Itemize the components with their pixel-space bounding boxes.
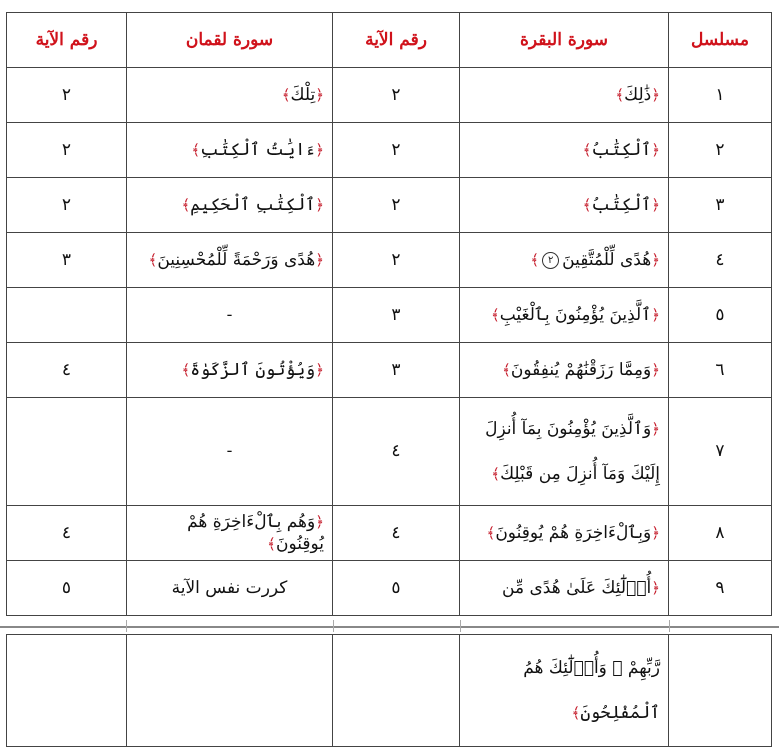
luqman-text [127,178,333,233]
serial-number: ٣ [669,178,772,233]
luqman-ayah-number: ٤ [7,506,127,561]
luqman-ayah-number: ٣ [7,233,127,288]
quran-text: هُدًى وَرَحْمَةً لِّلْمُحْسِنِينَ [157,249,316,270]
bracket-open: ﴿ [651,420,660,439]
baqarah-line-1 [468,407,660,451]
luqman-text [127,506,333,561]
bracket-close: ﴾ [502,360,511,379]
baqarah-text [460,123,669,178]
header-row [7,13,772,68]
luqman-text [127,123,333,178]
quran-text: وَبِٱلْءَاخِرَةِ هُمْ يُوقِنُونَ [495,522,652,543]
luqman-text: - [127,398,333,506]
quran-text: ٱلْكِتَٰبُ [591,194,652,215]
baqarah-ayah-number: ٥ [333,561,460,616]
bracket-close: ﴾ [181,360,191,379]
serial-number: ٢ [669,123,772,178]
quran-text: ءَايَٰتُ ٱلْكِتَٰبِ [200,139,316,160]
bracket-open: ﴿ [315,195,324,214]
quran-text: وَٱلَّذِينَ يُؤْمِنُونَ بِمَآ أُنزِلَ [485,419,652,440]
bracket-close: ﴾ [490,305,500,324]
bracket-open: ﴿ [651,195,660,214]
baqarah-ayah-number: ٣ [333,343,460,398]
bracket-close: ﴾ [571,703,581,722]
quran-text: ٱلْمُفْلِحُونَ [580,702,660,723]
page-gap-line [126,620,127,632]
baqarah-text [460,506,669,561]
baqarah-ayah-number: ٢ [333,233,460,288]
luqman-ayah-number: ٢ [7,178,127,233]
empty-cell [127,635,333,747]
bracket-open: ﴿ [315,250,324,269]
bracket-open: ﴿ [315,140,324,159]
bracket-open: ﴿ [651,578,660,597]
serial-number: ٥ [669,288,772,343]
quran-text: وَهُم بِٱلْءَاخِرَةِ هُمْ يُوقِنُونَ [187,511,324,554]
table-row [7,288,772,343]
luqman-ayah-number [7,288,127,343]
baqarah-ayah-number: ٤ [333,398,460,506]
quran-text: ذَٰلِكَ [624,84,652,105]
luqman-ayah-number [7,398,127,506]
header-ayah-baqarah: رقم الآية [333,13,460,68]
luqman-ayah-number: ٤ [7,343,127,398]
table-row [7,561,772,616]
quran-text: ٱلْكِتَٰبِ ٱلْحَكِيمِ [190,194,316,215]
header-ayah-luqman: رقم الآية [7,13,127,68]
bracket-close: ﴾ [181,195,191,214]
bracket-open: ﴿ [651,360,660,379]
empty-cell [669,635,772,747]
table-row [7,506,772,561]
baqarah-text [460,233,669,288]
luqman-note: كررت نفس الآية [127,561,333,616]
baqarah-text [460,343,669,398]
luqman-text [127,233,333,288]
serial-number: ٨ [669,506,772,561]
bracket-close: ﴾ [267,535,276,553]
table-row [7,178,772,233]
empty-cell [7,635,127,747]
table-row [7,343,772,398]
bracket-close: ﴾ [281,85,291,104]
page-break-line [0,626,779,628]
baqarah-text [460,68,669,123]
quran-text: إِلَيْكَ وَمَآ أُنزِلَ مِن قَبْلِكَ [500,463,660,484]
bracket-open: ﴿ [651,85,660,104]
quran-text: أُو۟لَٰٓئِكَ عَلَىٰ هُدًى مِّن [502,577,652,598]
bracket-open: ﴿ [315,85,324,104]
baqarah-line-2 [468,691,660,735]
bracket-open: ﴿ [651,305,660,324]
bracket-close: ﴾ [491,464,501,483]
bracket-close: ﴾ [615,85,625,104]
table-row [7,123,772,178]
baqarah-ayah-number: ٢ [333,123,460,178]
baqarah-ayah-number: ٢ [333,178,460,233]
baqarah-text [460,561,669,616]
serial-number: ٩ [669,561,772,616]
bracket-open: ﴿ [651,523,660,542]
baqarah-text [460,288,669,343]
bracket-close: ﴾ [148,250,158,269]
baqarah-text [460,398,669,506]
baqarah-text [460,178,669,233]
verse-end-marker: ٢ [542,252,559,269]
table-row [7,635,772,747]
baqarah-line-1: رَّبِّهِمْ ۖ وَأُو۟لَٰٓئِكَ هُمُ [523,658,660,679]
luqman-text: - [127,288,333,343]
quran-text: ٱلَّذِينَ يُؤْمِنُونَ بِٱلْغَيْبِ [499,304,652,325]
luqman-text [127,68,333,123]
baqarah-line-2 [468,452,660,496]
luqman-text [127,343,333,398]
baqarah-ayah-number: ٤ [333,506,460,561]
continuation-table [6,634,772,747]
header-serial: مسلسل [669,13,772,68]
table-row [7,68,772,123]
bracket-close: ﴾ [582,140,592,159]
bracket-open: ﴿ [651,140,660,159]
baqarah-ayah-number: ٢ [333,68,460,123]
quran-text: وَمِمَّا رَزَقْنَٰهُمْ يُنفِقُونَ [510,359,652,380]
table-row [7,233,772,288]
bracket-close: ﴾ [530,250,540,269]
comparison-table [6,12,772,616]
serial-number: ١ [669,68,772,123]
empty-cell [333,635,460,747]
header-luqman: سورة لقمان [127,13,333,68]
page-gap-line [669,620,670,632]
baqarah-ayah-number: ٣ [333,288,460,343]
bracket-open: ﴿ [651,250,660,269]
quran-text: ٱلْكِتَٰبُ [591,139,652,160]
luqman-ayah-number: ٢ [7,68,127,123]
header-baqarah: سورة البقرة [460,13,669,68]
quran-text: وَيُؤْتُونَ ٱلزَّكَوٰةَ [190,359,316,380]
luqman-ayah-number: ٥ [7,561,127,616]
page-gap-line [333,620,334,632]
bracket-open: ﴿ [315,512,324,531]
baqarah-text [460,635,669,747]
bracket-close: ﴾ [191,140,201,159]
quran-text: هُدًى لِّلْمُتَّقِينَ [562,249,652,270]
bracket-close: ﴾ [486,523,496,542]
serial-number: ٤ [669,233,772,288]
serial-number: ٧ [669,398,772,506]
luqman-ayah-number: ٢ [7,123,127,178]
serial-number: ٦ [669,343,772,398]
table-row [7,398,772,506]
bracket-open: ﴿ [315,360,324,379]
quran-text: تِلْكَ [290,84,316,105]
page-gap-line [460,620,461,632]
bracket-close: ﴾ [582,195,592,214]
